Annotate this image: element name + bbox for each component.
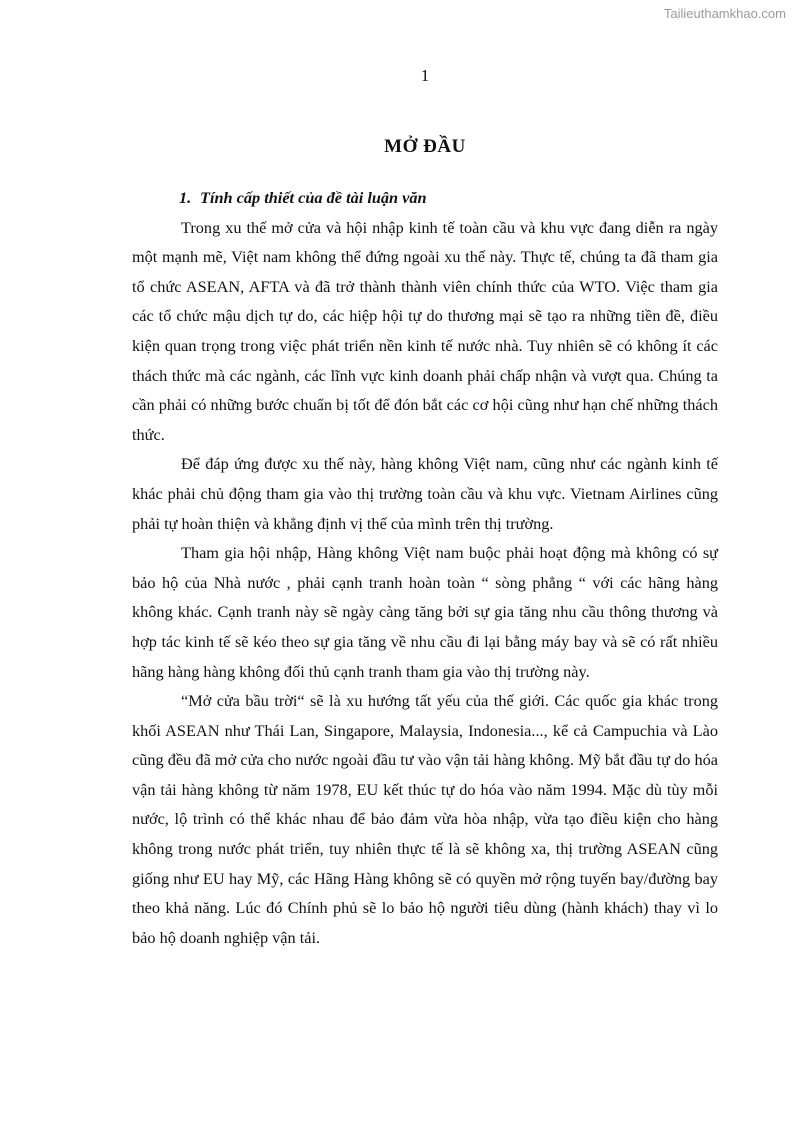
document-title: MỞ ĐẦU <box>384 136 466 157</box>
section-number: 1. <box>179 188 192 207</box>
section-heading <box>132 183 718 213</box>
paragraph-4: “Mở cửa bầu trời“ sẽ là xu hướng tất yếu của thế giới. Các quốc gia khác trong khối ASEAN như Thái Lan, Singapore, Malaysia, Indonesia..., kể cả Campuchia và Lào cũng đều đã mở cửa cho nước ngoài đầu tư vào vận tải hàng không. Mỹ bắt đầu tự do hóa vận tải hàng không từ năm 1978, EU kết thúc tự do hóa vào năm 1994. Mặc dù tùy mỗi nước, lộ trình có thể khác nhau để bảo đảm vừa hòa nhập, vừa tạo điều kiện cho hàng không trong nước phát triển, tuy nhiên thực tế là sẽ không xa, thị trường ASEAN cũng giống như EU hay Mỹ, các Hãng Hàng không sẽ có quyền mở rộng tuyến bay/đường bay theo khả năng. Lúc đó Chính phủ sẽ lo bảo hộ người tiêu dùng (hành khách) thay vì lo bảo hộ doanh nghiệp vận tải. <box>132 691 718 947</box>
paragraph-1: Trong xu thế mở cửa và hội nhập kinh tế toàn cầu và khu vực đang diễn ra ngày một mạnh mẽ, Việt nam không thể đứng ngoài xu thế này. Thực tế, chúng ta đã tham gia tổ chức ASEAN, AFTA và đã trở thành thành viên chính thức của WTO. Việc tham gia các tổ chức mậu dịch tự do, các hiệp hội tự do thương mại sẽ tạo ra những tiền đề, điều kiện quan trọng trong việc phát triển nền kinh tế nước nhà. Tuy nhiên sẽ có không ít các thách thức mà các ngành, các lĩnh vực kinh doanh phải chấp nhận và vượt qua. Chúng ta cần phải có những bước chuẩn bị tốt để đón bắt các cơ hội cũng như hạn chế những thách thức. <box>132 217 718 444</box>
page-number: 1 <box>420 66 430 85</box>
watermark: Tailieuthamkhao.com <box>663 6 786 21</box>
section-heading-text: Tính cấp thiết của đề tài luận văn <box>200 188 427 207</box>
paragraph-3: Tham gia hội nhập, Hàng không Việt nam buộc phải hoạt động mà không có sự bảo hộ của Nhà nước , phải cạnh tranh hoàn toàn “ sòng phẳng “ với các hãng hàng không khác. Cạnh tranh này sẽ ngày càng tăng bởi sự gia tăng nhu cầu thông thương và hợp tác kinh tế sẽ kéo theo sự gia tăng về nhu cầu đi lại bằng máy bay và sẽ có rất nhiều hãng hàng hàng không đối thủ cạnh tranh tham gia vào thị trường này. <box>132 543 718 681</box>
document-body <box>132 183 718 952</box>
paragraph-2: Để đáp ứng được xu thế này, hàng không Việt nam, cũng như các ngành kinh tế khác phải chủ động tham gia vào thị trường toàn cầu và khu vực. Vietnam Airlines cũng phải tự hoàn thiện và khẳng định vị thế của mình trên thị trường. <box>132 454 718 533</box>
